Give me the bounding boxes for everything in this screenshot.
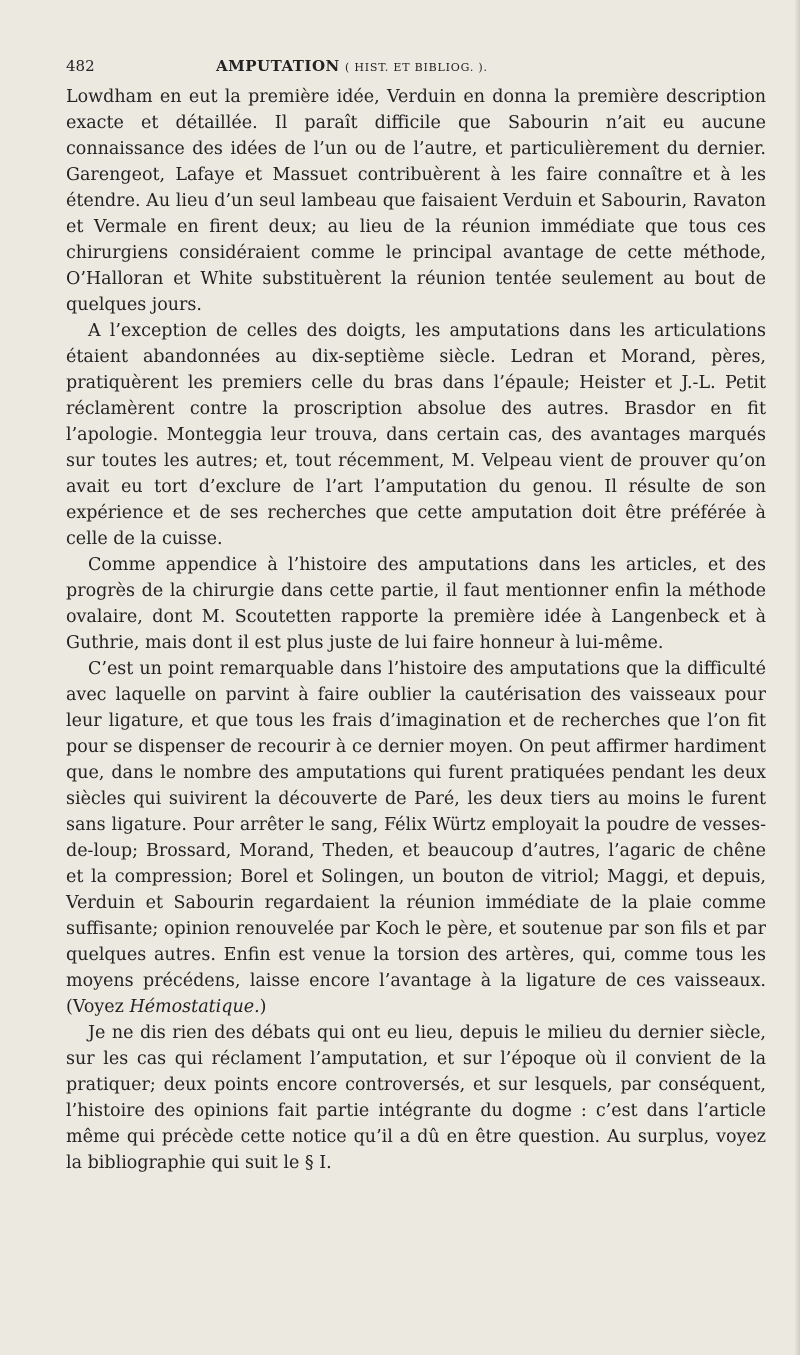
paragraph-text: C’est un point remarquable dans l’histoire des amputations que la difficulté avec laquelle on parvint à faire oublier la cautérisation des vaisseaux pour leur ligature, et que tous les frais d’imagination et de recherches que l’on fit pour se dispenser de recourir à ce dernier moyen. On peut affirmer hardiment que, dans le nombre des amputations qui furent pratiquées pendant les deux siècles qui suivirent la découverte de Paré, les deux tiers au moins le furent sans ligature. Pour arrêter le sang, Félix Würtz employait la poudre de vesses-de-loup; Brossard, Morand, Theden, et beaucoup d’autres, l’agaric de chêne et la compression; Borel et Solingen, un bouton de vitriol; Maggi, et depuis, Verduin et Sabourin regardaient la réunion immédiate de la plaie comme suffisante; opinion renouvelée par Koch le père, et soutenue par son fils et par quelques autres. Enfin est venue la torsion des artères, qui, comme tous les moyens précédens, laisse encore l’avantage à la ligature de ces vaisseaux. (Voyez — [66, 659, 766, 1017]
page-header — [66, 56, 766, 78]
paragraph: A l’exception de celles des doigts, les amputations dans les articulations étaient abandonnées au dix-septième siècle. Ledran et Morand, pères, pratiquèrent les premiers celle du bras dans l’épaule; Heister et J.-L. Petit réclamèrent contre la proscription absolue des autres. Brasdor en fit l’apologie. Monteggia leur trouva, dans certain cas, des avantages marqués sur toutes les autres; et, tout récemment, M. Velpeau vient de prouver qu’on avait eu tort d’exclure de l’art l’amputation du genou. Il résulte de son expérience et de ses recherches que cette amputation doit être préférée à celle de la cuisse. — [66, 321, 766, 549]
page-edge-shadow — [794, 0, 800, 1355]
paragraph: Comme appendice à l’histoire des amputations dans les articles, et des progrès de la chirurgie dans cette partie, il faut mentionner enfin la méthode ovalaire, dont M. Scoutetten rapporte la première idée à Langenbeck et à Guthrie, mais dont il est plus juste de lui faire honneur à lui-même. — [66, 555, 766, 653]
paragraph: Je ne dis rien des débats qui ont eu lieu, depuis le milieu du dernier siècle, sur les cas qui réclament l’amputation, et sur l’époque où il convient de la pratiquer; deux points encore controversés, et sur lesquels, par conséquent, l’histoire des opinions fait partie intégrante du dogme : c’est dans l’article même qui précède cette notice qu’il a dû en être question. Au surplus, voyez la bibliographie qui suit le § I. — [66, 1023, 766, 1173]
body-text — [66, 84, 766, 1176]
page-number: 482 — [66, 57, 95, 75]
running-head-title: AMPUTATION — [216, 57, 340, 75]
running-head — [216, 56, 488, 78]
paragraph-end: ) — [259, 997, 267, 1017]
cross-reference: Hémostatique. — [129, 997, 260, 1017]
running-head-subtitle: ( HIST. ET BIBLIOG. ). — [345, 61, 488, 74]
paragraph — [66, 656, 766, 1020]
paragraph: Lowdham en eut la première idée, Verduin en donna la première description exacte et détaillée. Il paraît difficile que Sabourin n’ait eu aucune connaissance des idées de l’un ou de l’autre, et particulièrement du dernier. Garengeot, Lafaye et Massuet contribuèrent à les faire connaître et à les étendre. Au lieu d’un seul lambeau que faisaient Verduin et Sabourin, Ravaton et Vermale en firent deux; au lieu de la réunion immédiate que tous ces chirurgiens considéraient comme le principal avantage de cette méthode, O’Halloran et White substituèrent la réunion tentée seulement au bout de quelques jours. — [66, 87, 766, 315]
